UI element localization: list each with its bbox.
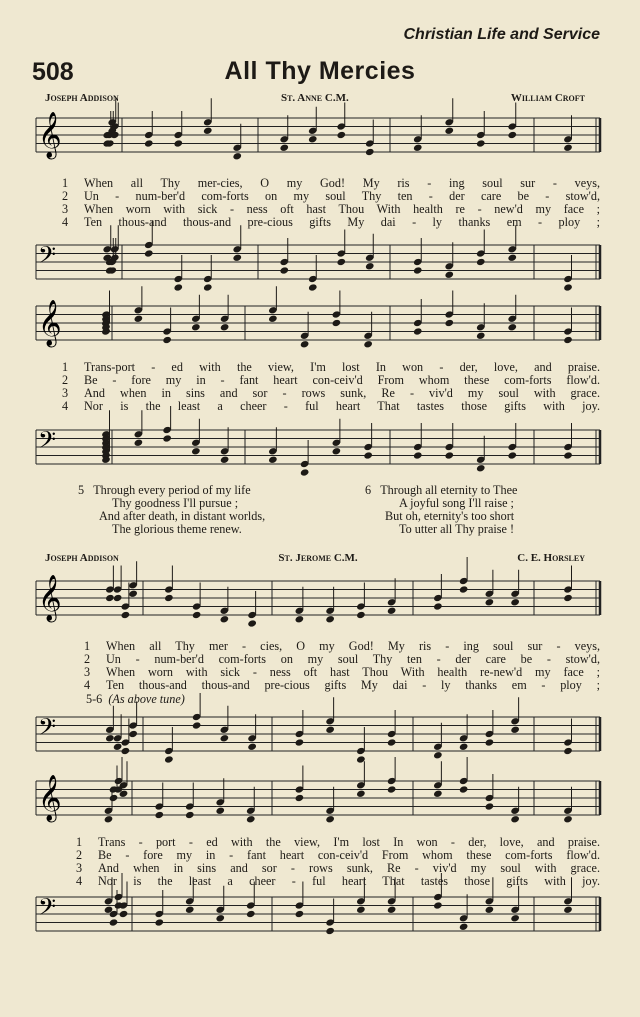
lyric-text: Nor is the least a cheer - ful heart That tastes those gifts with joy. — [84, 399, 600, 413]
note-head — [563, 451, 573, 459]
note-head — [507, 131, 517, 139]
hymn2-credits — [45, 552, 585, 564]
note-head — [154, 918, 164, 926]
note-head — [563, 336, 573, 344]
hymn-number: 508 — [32, 58, 74, 86]
note-head — [476, 464, 486, 472]
stanza-line: The glorious theme renew. — [112, 522, 242, 536]
note-head — [325, 726, 335, 734]
author: Joseph Addison — [45, 92, 119, 104]
note-head — [268, 456, 278, 464]
note-head — [191, 323, 201, 331]
note-head — [444, 451, 454, 459]
note-head — [485, 802, 495, 810]
note-head — [459, 785, 469, 793]
hymn1-lyrics-a — [62, 177, 600, 229]
note-head — [444, 319, 454, 327]
lyric-text: Ten thous-and thous-and pre-cious gifts My dai - ly thanks em - ploy ; — [84, 215, 600, 229]
lyric-text: Ten thous-and thous-and pre-cious gifts My dai - ly thanks em - ploy ; — [106, 678, 600, 692]
note-head — [134, 315, 144, 323]
section-heading: Christian Life and Service — [403, 26, 600, 43]
stanza-line: But oh, eternity's too short — [385, 509, 515, 523]
note-head — [507, 323, 517, 331]
note-head — [113, 743, 123, 751]
lyric-line — [84, 679, 600, 692]
verse-number: 3 — [62, 202, 69, 216]
note-head — [459, 923, 469, 931]
note-head — [220, 734, 230, 742]
note-head — [144, 249, 154, 257]
lyric-text: And when in sins and sor - rows sunk, Re - viv'd my soul with grace. — [84, 386, 600, 400]
stanza-number: 5 — [78, 483, 85, 497]
verse-number: 1 — [76, 835, 83, 849]
hymn1-lyrics-b — [62, 361, 600, 413]
note-head — [109, 794, 119, 802]
note-head — [308, 135, 318, 143]
note-head — [268, 315, 278, 323]
note-head — [510, 815, 520, 823]
note-head — [246, 815, 256, 823]
bass-clef-icon: 𝄢 — [38, 241, 57, 274]
note-head — [444, 271, 454, 279]
note-head — [173, 283, 183, 291]
note-head — [476, 332, 486, 340]
verse-number: 4 — [84, 678, 91, 692]
note-head — [121, 747, 131, 755]
note-head — [485, 598, 495, 606]
note-head — [192, 721, 202, 729]
stanza-5 — [78, 484, 265, 536]
note-head — [185, 811, 195, 819]
note-head — [295, 794, 305, 802]
author: Joseph Addison — [45, 552, 119, 564]
lyric-text: Nor is the least a cheer - ful heart That tastes those gifts with joy. — [98, 874, 600, 888]
verse-number: 1 — [62, 176, 69, 190]
lyric-text: Un - num-ber'd com-forts on my soul Thy ten - der care be - stow'd, — [106, 652, 600, 666]
hymn2-lyrics-b — [76, 836, 600, 888]
stanza-6 — [365, 484, 517, 536]
lyric-text: Be - fore my in - fant heart con-ceiv'd From whom these com-forts flow'd. — [84, 373, 600, 387]
note-head — [279, 144, 289, 152]
note-head — [325, 927, 335, 935]
note-head — [295, 910, 305, 918]
verse-number: 2 — [84, 652, 91, 666]
note-head — [104, 815, 114, 823]
verse-number: 3 — [76, 861, 83, 875]
lyric-line — [62, 216, 600, 229]
treble-clef-icon: 𝄞 — [38, 300, 62, 346]
note-head — [413, 451, 423, 459]
note-head — [356, 611, 366, 619]
note-head — [164, 755, 174, 763]
note-head — [144, 139, 154, 147]
note-head — [336, 131, 346, 139]
note-head — [325, 815, 335, 823]
note-head — [300, 340, 310, 348]
stanza-line: Through every period of my life — [93, 483, 251, 497]
note-head — [300, 468, 310, 476]
note-head — [134, 439, 144, 447]
note-head — [413, 327, 423, 335]
lyric-text: Trans - port - ed with the view, I'm lost In won - der, love, and praise. — [98, 835, 600, 849]
lyric-text: When all Thy mer-cies, O my God! My ris - ing soul sur - veys, — [84, 176, 600, 190]
note-head — [363, 451, 373, 459]
note-head — [356, 790, 366, 798]
note-head — [247, 743, 257, 751]
note-head — [363, 340, 373, 348]
note-head — [459, 585, 469, 593]
note-head — [485, 738, 495, 746]
note-head — [191, 447, 201, 455]
note-head — [246, 910, 256, 918]
note-head — [485, 906, 495, 914]
note-head — [336, 258, 346, 266]
note-head — [128, 730, 138, 738]
note-head — [220, 615, 230, 623]
note-text: (As above tune) — [108, 692, 185, 706]
note-head — [173, 139, 183, 147]
note-head — [232, 254, 242, 262]
verse-number: 4 — [62, 399, 69, 413]
note-head — [162, 434, 172, 442]
note-head — [563, 594, 573, 602]
note-head — [220, 456, 230, 464]
note-head — [433, 901, 443, 909]
note-head — [295, 615, 305, 623]
verse-number: 2 — [76, 848, 83, 862]
note-head — [128, 590, 138, 598]
hymn-title: All Thy Mercies — [224, 57, 416, 85]
verse-number: 4 — [76, 874, 83, 888]
verse-number: 1 — [84, 639, 91, 653]
note-head — [295, 738, 305, 746]
note-head — [563, 144, 573, 152]
note-head — [459, 743, 469, 751]
note-head — [203, 127, 213, 135]
note-head — [510, 598, 520, 606]
note-head — [247, 619, 257, 627]
tune-name: St. Anne C.M. — [280, 92, 349, 104]
note-head — [232, 152, 242, 160]
note-head — [433, 751, 443, 759]
note-head — [444, 127, 454, 135]
note-head — [332, 319, 342, 327]
verse-number: 2 — [62, 373, 69, 387]
lyric-text: Un - num-ber'd com-forts on my soul Thy ten - der care be - stow'd, — [84, 189, 600, 203]
note-head — [507, 451, 517, 459]
lyric-line — [62, 400, 600, 413]
note-head — [365, 262, 375, 270]
note-head — [510, 726, 520, 734]
treble-clef-icon: 𝄞 — [38, 575, 62, 621]
lyric-text: Be - fore my in - fant heart con-ceiv'd From whom these com-forts flow'd. — [98, 848, 600, 862]
note-head — [387, 785, 397, 793]
stanza-line: To utter all Thy praise ! — [399, 522, 515, 536]
note-head — [203, 283, 213, 291]
composer: C. E. Horsley — [517, 552, 585, 564]
note-head — [365, 148, 375, 156]
note-head — [387, 738, 397, 746]
note-head — [433, 602, 443, 610]
verse-number: 2 — [62, 189, 69, 203]
note-number: 5-6 — [86, 692, 103, 706]
note-head — [215, 914, 225, 922]
note-head — [563, 815, 573, 823]
note-head — [507, 254, 517, 262]
note-head — [105, 594, 115, 602]
note-head — [476, 139, 486, 147]
note-head — [413, 266, 423, 274]
bass-clef-icon: 𝄢 — [38, 893, 57, 926]
lyric-text: When all Thy mer - cies, O my God! My ris - ing soul sur - veys, — [106, 639, 600, 653]
lyric-text: When worn with sick - ness oft hast Thou With health re - new'd my face ; — [84, 202, 600, 216]
note-head — [192, 611, 202, 619]
note-head — [325, 615, 335, 623]
stanza-line: A joyful song I'll raise ; — [399, 496, 514, 510]
note-head — [356, 906, 366, 914]
stanza-line: Through all eternity to Thee — [380, 483, 518, 497]
composer: William Croft — [510, 92, 585, 104]
lyric-text: And when in sins and sor - rows sunk, Re - viv'd my soul with grace. — [98, 861, 600, 875]
note-head — [332, 447, 342, 455]
note-head — [563, 283, 573, 291]
note-head — [154, 811, 164, 819]
verse-number: 3 — [84, 665, 91, 679]
verse-number: 1 — [62, 360, 69, 374]
note-head — [476, 258, 486, 266]
note-head — [563, 906, 573, 914]
bass-clef-icon: 𝄢 — [38, 713, 57, 746]
verse-number: 3 — [62, 386, 69, 400]
stanza-line: Thy goodness I'll pursue ; — [112, 496, 239, 510]
verse-number: 4 — [62, 215, 69, 229]
stanza-number: 6 — [365, 483, 372, 497]
note-head — [121, 611, 131, 619]
note-head — [220, 323, 230, 331]
tune-name: St. Jerome C.M. — [278, 552, 358, 564]
note-head — [308, 283, 318, 291]
treble-clef-icon: 𝄞 — [38, 775, 62, 821]
lyric-text: When worn with sick - ness oft hast Thou With health re-new'd my face ; — [106, 665, 600, 679]
note-head — [510, 914, 520, 922]
lyric-text: Trans-port - ed with the view, I'm lost In won - der, love, and praise. — [84, 360, 600, 374]
hymn2-lyrics-a — [84, 640, 600, 692]
note-head — [164, 594, 174, 602]
note-head — [185, 906, 195, 914]
note-head — [387, 906, 397, 914]
note-head — [105, 734, 115, 742]
note-head — [387, 607, 397, 615]
bass-clef-icon: 𝄢 — [38, 426, 57, 459]
note-head — [215, 807, 225, 815]
treble-clef-icon: 𝄞 — [38, 112, 62, 158]
note-head — [433, 790, 443, 798]
note-head — [119, 910, 129, 918]
note-head — [162, 336, 172, 344]
lyric-line — [76, 875, 600, 888]
note-head — [109, 918, 119, 926]
note-head — [413, 144, 423, 152]
note-head — [279, 266, 289, 274]
stanza-line: And after death, in distant worlds, — [99, 509, 266, 523]
repeat-note — [86, 692, 185, 707]
note-head — [113, 594, 123, 602]
note-head — [563, 747, 573, 755]
